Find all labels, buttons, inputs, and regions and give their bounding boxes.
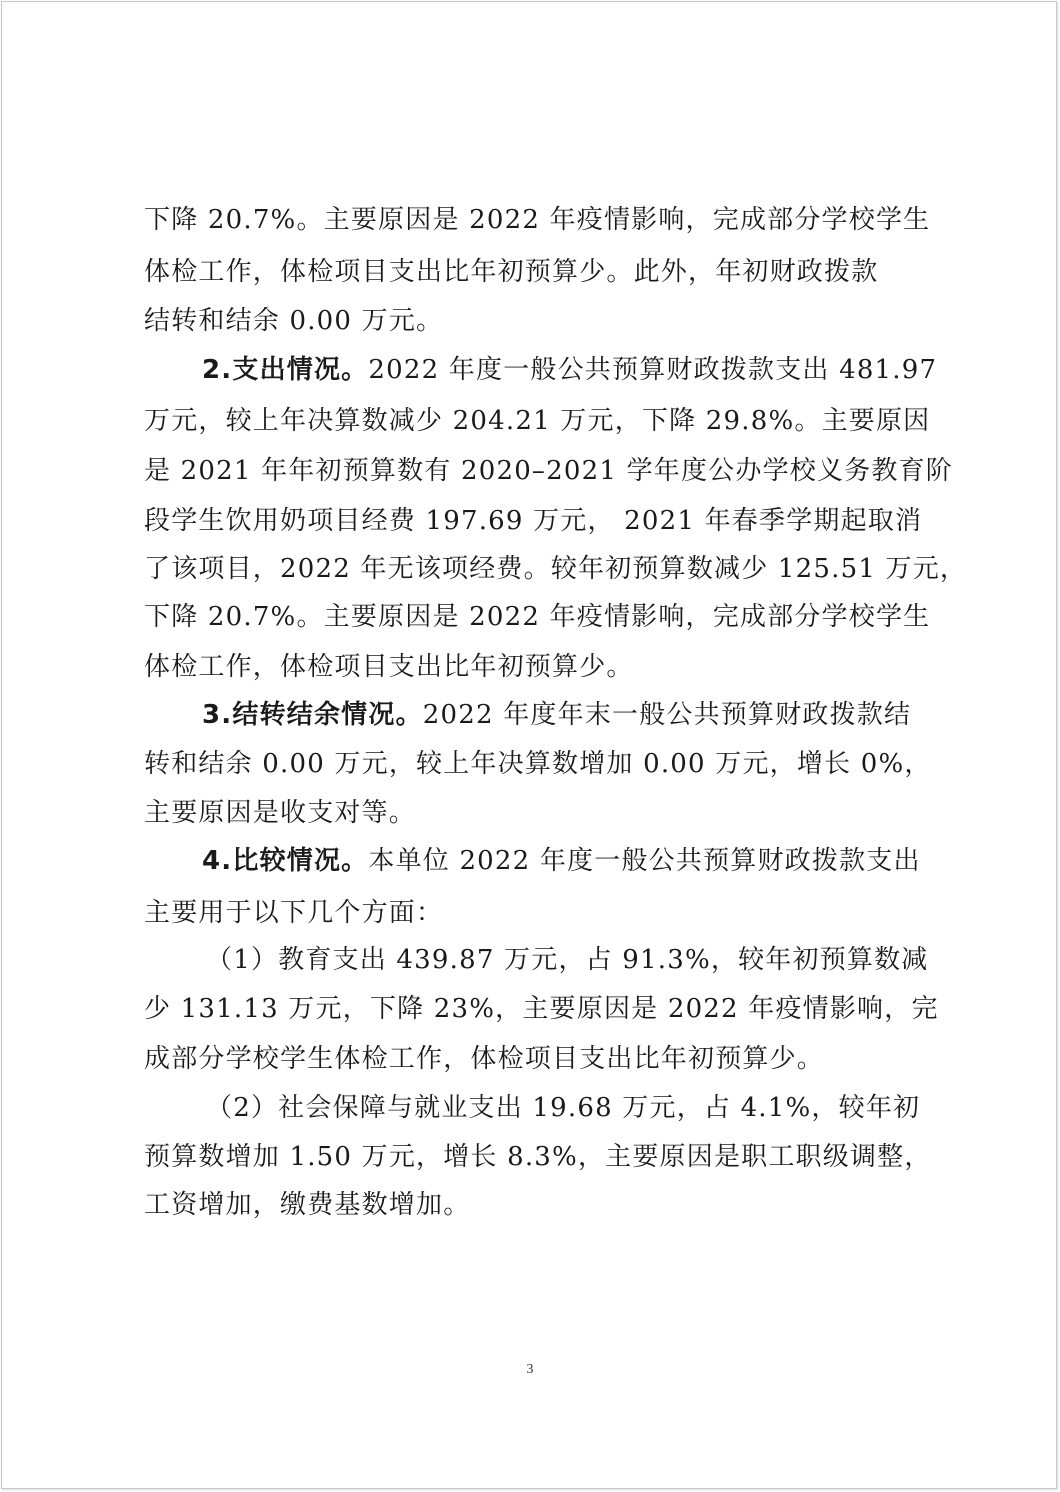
body-text-line: 转和结余 0.00 万元，较上年决算数增加 0.00 万元，增长 0%，	[144, 749, 932, 779]
body-text-line: 工资增加，缴费基数增加。	[144, 1190, 471, 1220]
body-text-line: 是 2021 年年初预算数有 2020–2021 学年度公办学校义务教育阶	[144, 456, 953, 486]
body-text-line: 体检工作，体检项目支出比年初预算少。此外，年初财政拨款	[144, 257, 879, 287]
section-heading-paragraph	[202, 699, 911, 731]
body-text-line: 主要原因是收支对等。	[144, 798, 417, 828]
body-text-line: 预算数增加 1.50 万元，增长 8.3%，主要原因是职工职级调整，	[144, 1142, 932, 1172]
section-heading: 4.比较情况。	[202, 846, 369, 876]
body-text-line: 体检工作，体检项目支出比年初预算少。	[144, 652, 634, 682]
section-heading-paragraph	[202, 354, 937, 386]
body-text-line: 结转和结余 0.00 万元。	[144, 306, 444, 336]
body-text-line: 了该项目，2022 年无该项经费。较年初预算数减少 125.51 万元，	[144, 554, 968, 584]
body-text-line: 下降 20.7%。主要原因是 2022 年疫情影响，完成部分学校学生	[144, 205, 931, 235]
body-text-inline: 本单位 2022 年度一般公共预算财政拨款支出	[368, 846, 921, 876]
body-text-line: 少 131.13 万元，下降 23%，主要原因是 2022 年疫情影响，完	[144, 994, 939, 1024]
body-text-line: 下降 20.7%。主要原因是 2022 年疫情影响，完成部分学校学生	[144, 602, 931, 632]
section-heading-paragraph	[202, 845, 921, 877]
section-heading: 3.结转结余情况。	[202, 700, 423, 730]
list-item-text: （1）教育支出 439.87 万元，占 91.3%，较年初预算数减	[206, 945, 929, 975]
body-text-inline: 2022 年度一般公共预算财政拨款支出 481.97	[368, 355, 938, 385]
body-text-line: 段学生饮用奶项目经费 197.69 万元， 2021 年春季学期起取消	[144, 506, 923, 536]
section-heading: 2.支出情况。	[202, 355, 369, 385]
body-text-line: 成部分学校学生体检工作，体检项目支出比年初预算少。	[144, 1044, 825, 1074]
list-item-text: （2）社会保障与就业支出 19.68 万元，占 4.1%，较年初	[206, 1093, 921, 1123]
body-text-line: 主要用于以下几个方面：	[144, 898, 444, 928]
body-text-line: 万元，较上年决算数减少 204.21 万元，下降 29.8%。主要原因	[144, 406, 931, 436]
body-text-inline: 2022 年度年末一般公共预算财政拨款结	[422, 700, 912, 730]
page-number: 3	[526, 1362, 534, 1377]
